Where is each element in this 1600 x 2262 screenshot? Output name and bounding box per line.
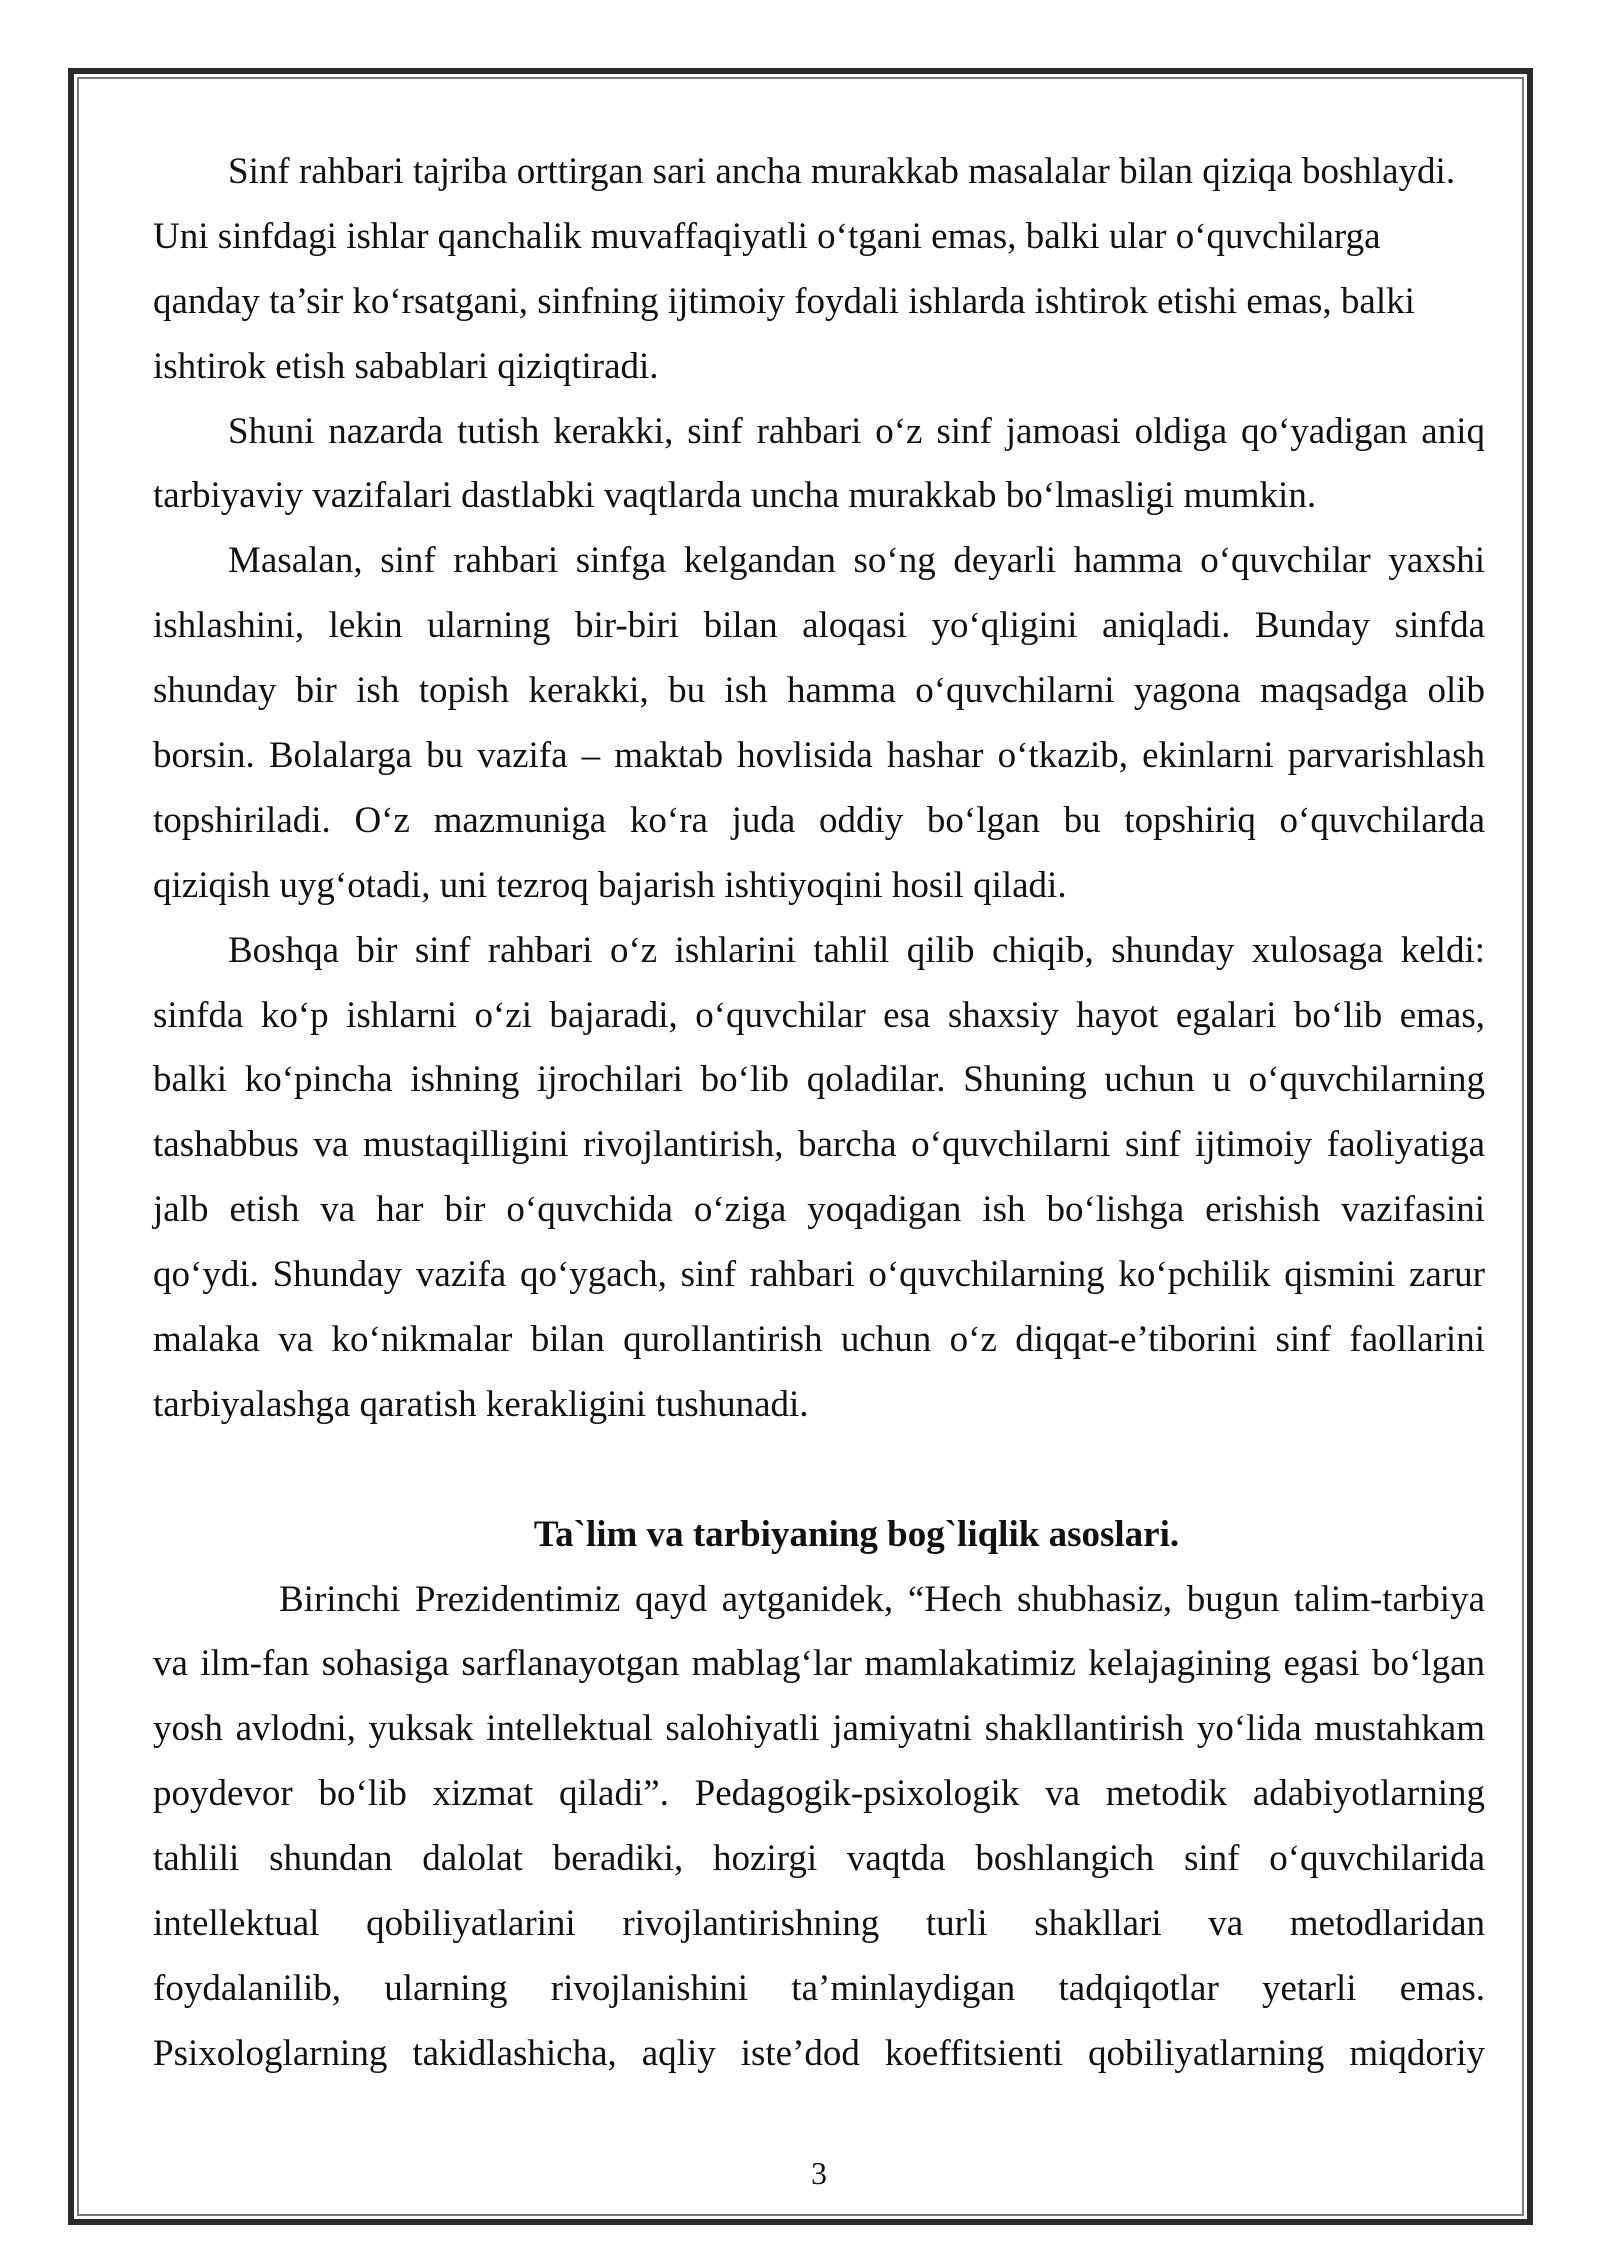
text-line: Psixologlarning takidlashicha, aqliy iste’dod koeffitsienti qobiliyatlarning miqdoriy <box>153 2032 1485 2074</box>
text-line: poydevor bo‘lib xizmat qiladi”. Pedagogik-psixologik va metodik adabiyotlarning <box>153 1773 1485 1815</box>
text-line: Sinf rahbari tajriba orttirgan sari ancha murakkab masalalar bilan qiziqa boshlaydi. <box>228 151 1456 192</box>
text-line: tarbiyaviy vazifalari dastlabki vaqtlarda uncha murakkab bo‘lmasligi mumkin. <box>153 475 1317 517</box>
text-line: foydalanilib, ularning rivojlanishini ta’minlaydigan tadqiqotlar yetarli emas. <box>153 1967 1485 2009</box>
text-line: qiziqish uyg‘otadi, uni tezroq bajarish ishtiyoqini hosil qiladi. <box>153 864 1067 906</box>
text-line: shunday bir ish topish kerakki, bu ish hamma o‘quvchilarni yagona maqsadga olib <box>153 670 1485 712</box>
text-line: qanday ta’sir ko‘rsatgani, sinfning ijtimoiy foydali ishlarda ishtirok etishi emas, balki <box>153 280 1415 322</box>
text-line: tahlili shundan dalolat beradiki, hozirgi vaqtda boshlangich sinf o‘quvchilarida <box>153 1838 1485 1880</box>
text-line: topshiriladi. O‘z mazmuniga ko‘ra juda oddiy bo‘lgan bu topshiriq o‘quvchilarda <box>153 799 1485 841</box>
text-line: qo‘ydi. Shunday vazifa qo‘ygach, sinf rahbari o‘quvchilarning ko‘pchilik qismini zarur <box>153 1254 1485 1296</box>
text-line: malaka va ko‘nikmalar bilan qurollantirish uchun o‘z diqqat-e’tiborini sinf faollarini <box>153 1319 1485 1361</box>
text-line: Boshqa bir sinf rahbari o‘z ishlarini tahlil qilib chiqib, shunday xulosaga keldi: <box>228 929 1485 971</box>
text-line: ishtirok etish sabablari qiziqtiradi. <box>153 345 659 387</box>
text-line: ishlashini, lekin ularning bir-biri bilan aloqasi yo‘qligini aniqladi. Bunday sinfda <box>153 605 1485 647</box>
text-line: tashabbus va mustaqilligini rivojlantirish, barcha o‘quvchilarni sinf ijtimoiy faoliyatiga <box>153 1124 1485 1166</box>
text-line: tarbiyalashga qaratish kerakligini tushunadi. <box>153 1383 809 1425</box>
text-line: yosh avlodni, yuksak intellektual salohiyatli jamiyatni shakllantirish yo‘lida mustahkam <box>153 1708 1485 1750</box>
text-line: va ilm-fan sohasiga sarflanayotgan mablag‘lar mamlakatimiz kelajagining egasi bo‘lgan <box>153 1643 1485 1685</box>
text-line: balki ko‘pincha ishning ijrochilari bo‘lib qoladilar. Shuning uchun u o‘quvchilarning <box>153 1059 1485 1101</box>
text-line: intellektual qobiliyatlarini rivojlantirishning turli shakllari va metodlaridan <box>153 1903 1485 1945</box>
paragraph <box>153 529 1485 918</box>
text-line: Uni sinfdagi ishlar qanchalik muvaffaqiyatli o‘tgani emas, balki ular o‘quvchilarga <box>153 215 1381 257</box>
text-line: Birinchi Prezidentimiz qayd aytganidek, “Hech shubhasiz, bugun talim-tarbiya <box>279 1578 1485 1620</box>
text-line: jalb etish va har bir o‘quvchida o‘ziga yoqadigan ish bo‘lishga erishish vazifasini <box>153 1189 1485 1231</box>
blank-line <box>153 1438 1485 1503</box>
text-line: sinfda ko‘p ishlarni o‘zi bajaradi, o‘quvchilar esa shaxsiy hayot egalari bo‘lib emas, <box>153 994 1485 1036</box>
paragraph <box>153 1568 1485 2087</box>
section-heading: Ta`lim va tarbiyaning bog`liqlik asoslari. <box>533 1513 1180 1555</box>
paragraph <box>153 140 1485 400</box>
text-line: borsin. Bolalarga bu vazifa – maktab hovlisida hashar o‘tkazib, ekinlarni parvarishlash <box>153 735 1485 777</box>
page-text <box>153 140 1485 2087</box>
text-line: Masalan, sinf rahbari sinfga kelgandan so‘ng deyarli hamma o‘quvchilar yaxshi <box>228 540 1485 582</box>
page-number: 3 <box>811 2155 827 2191</box>
text-line: Shuni nazarda tutish kerakki, sinf rahbari o‘z sinf jamoasi oldiga qo‘yadigan aniq <box>228 410 1485 452</box>
paragraph <box>153 400 1485 530</box>
paragraph <box>153 919 1485 1438</box>
